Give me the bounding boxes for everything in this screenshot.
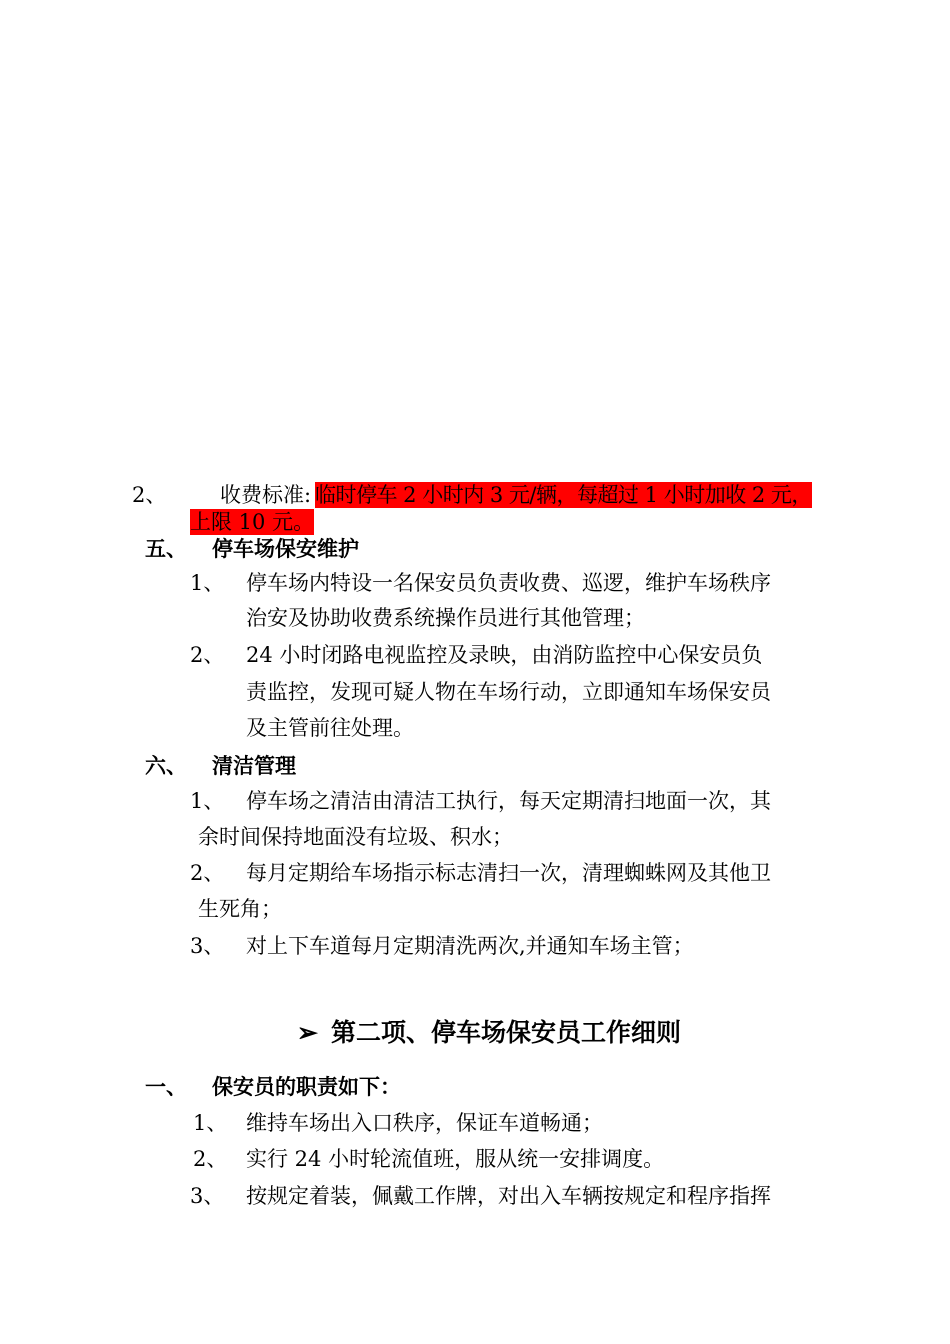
section-5-item-2-number: 2、	[190, 643, 225, 667]
section-5-item-2-line-1: 24 小时闭路电视监控及录映，由消防监控中心保安员负	[246, 643, 763, 667]
fee-highlight-line-1: 临时停车 2 小时内 3 元/辆，每超过 1 小时加收 2 元，	[315, 483, 812, 507]
section-5-item-1-line-1: 停车场内特设一名保安员负责收费、巡逻，维护车场秩序	[246, 571, 771, 595]
fee-highlight-line-2: 上限 10 元。	[190, 510, 315, 534]
section-1-item-1-text: 维持车场出入口秩序，保证车道畅通；	[246, 1111, 603, 1135]
section-6-item-1-number: 1、	[190, 789, 225, 813]
section-1-item-3-text: 按规定着装，佩戴工作牌，对出入车辆按规定和程序指挥	[246, 1184, 771, 1208]
section-6-number: 六、	[145, 753, 187, 778]
section-6-item-1-line-1: 停车场之清洁由清洁工执行，每天定期清扫地面一次，其	[246, 789, 771, 813]
fee-label: 收费标准:	[220, 483, 312, 507]
section-1-item-2-number: 2、	[193, 1147, 228, 1171]
section-6-item-2-number: 2、	[190, 861, 225, 885]
section-6-title: 清洁管理	[212, 753, 296, 778]
section-1-item-2-text: 实行 24 小时轮流值班，服从统一安排调度。	[246, 1147, 665, 1171]
section-6-item-2-line-2: 生死角；	[198, 897, 282, 921]
section-5-number: 五、	[145, 536, 187, 561]
section-1-item-1-number: 1、	[193, 1111, 228, 1135]
section-6-item-3-number: 3、	[190, 934, 225, 958]
section-6-item-3-line-1: 对上下车道每月定期清洗两次,并通知车场主管；	[246, 934, 694, 958]
section-1-item-3-number: 3、	[190, 1184, 225, 1208]
section-1-number: 一、	[145, 1074, 187, 1099]
section-6-item-1-line-2: 余时间保持地面没有垃圾、积水；	[198, 825, 513, 849]
fee-item-number: 2、	[132, 483, 167, 507]
section-6-item-2-line-1: 每月定期给车场指示标志清扫一次，清理蜘蛛网及其他卫	[246, 861, 771, 885]
section-5-item-1-line-2: 治安及协助收费系统操作员进行其他管理；	[246, 606, 645, 630]
section-5-item-2-line-3: 及主管前往处理。	[246, 716, 414, 740]
section-5-title: 停车场保安维护	[212, 536, 359, 561]
section-5-item-2-line-2: 责监控，发现可疑人物在车场行动，立即通知车场保安员	[246, 680, 771, 704]
section-1-title: 保安员的职责如下：	[212, 1074, 401, 1099]
section-5-item-1-number: 1、	[190, 571, 225, 595]
part-2-heading: 第二项、停车场保安员工作细则	[331, 1018, 682, 1047]
arrow-bullet-icon: ➢	[297, 1018, 318, 1047]
